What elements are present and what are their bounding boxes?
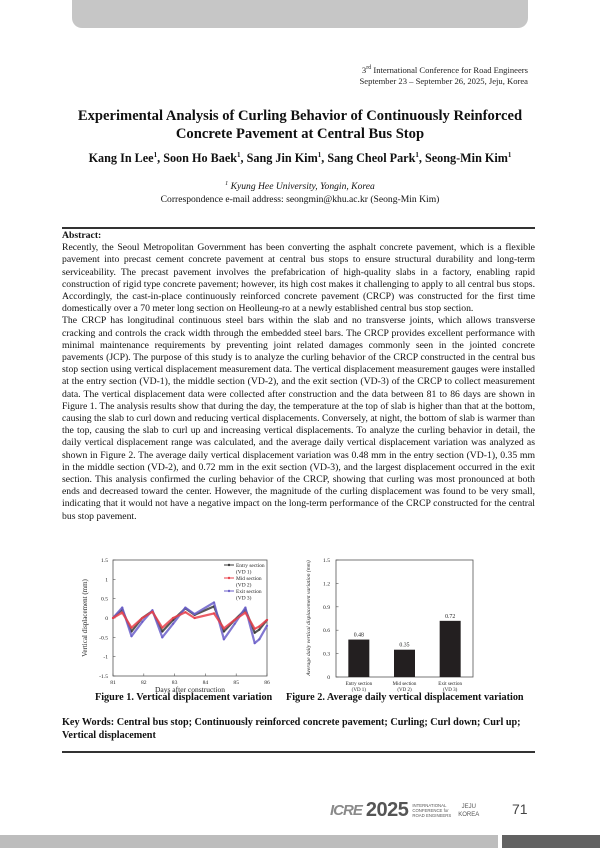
legend-marker bbox=[228, 577, 230, 579]
x-tick-label: 85 bbox=[233, 680, 239, 686]
author-affiliation-mark: 1 bbox=[507, 151, 512, 159]
bar bbox=[348, 640, 369, 677]
y-tick-label: 1.5 bbox=[101, 558, 108, 564]
y-tick-label: 1 bbox=[105, 577, 108, 584]
conference-name: International Conference for Road Engineers bbox=[373, 64, 528, 75]
x-tick-label: (VD 3) bbox=[443, 688, 458, 693]
x-tick-label: 81 bbox=[110, 680, 116, 686]
logo-line: INTERNATIONAL bbox=[412, 803, 447, 808]
x-tick-label: 84 bbox=[202, 680, 209, 686]
conference-dates: September 23 – September 26, 2025, Jeju, Korea bbox=[359, 75, 528, 86]
author-name: Seong-Min Kim bbox=[424, 151, 508, 166]
bar-data-label: 0.48 bbox=[353, 632, 364, 639]
divider-top bbox=[62, 227, 535, 229]
x-tick-label: (VD 2) bbox=[397, 688, 412, 693]
legend-label: Exit section bbox=[236, 589, 262, 595]
conference-ordinal-suffix: rd bbox=[366, 65, 372, 71]
x-tick-label: Exit section bbox=[438, 682, 463, 687]
bar-data-label: 0.35 bbox=[399, 642, 410, 649]
legend-label: Mid section bbox=[236, 576, 262, 582]
author-name: Sang Jin Kim bbox=[246, 151, 318, 166]
x-tick-label: Entry section bbox=[345, 682, 373, 687]
data-point bbox=[254, 632, 256, 634]
data-point bbox=[258, 638, 260, 640]
x-tick-label: Mid section bbox=[392, 682, 417, 687]
y-tick-label: -1.5 bbox=[99, 674, 108, 680]
y-tick-label: 0.6 bbox=[323, 628, 330, 635]
legend-label: (VD 2) bbox=[236, 582, 252, 589]
data-point bbox=[121, 611, 123, 613]
author-list bbox=[60, 151, 540, 166]
keywords-label: Key Words: bbox=[62, 717, 115, 728]
author bbox=[163, 151, 246, 165]
author-separator: , bbox=[157, 151, 164, 166]
footer-bar-light bbox=[0, 835, 498, 848]
y-tick-label: -1 bbox=[103, 654, 108, 661]
legend-label: (VD 1) bbox=[236, 569, 252, 576]
data-point bbox=[151, 611, 153, 613]
legend-marker bbox=[228, 564, 230, 566]
logo-line: ROAD ENGINEERS bbox=[412, 813, 452, 818]
data-point bbox=[112, 617, 114, 619]
abstract-paragraph-2: The CRCP has longitudinal continuous steel bars within the slab and no transverse joints, which allows transverse cracking and controls the crack width through the embedded steel bars. The CRCP provides excellent performance with minimal maintenance requirements by preventing joint related damages commonly seen in the jointed concrete pavements (JCP). The purpose of this study is to analyze the curling behavior of the CRCP constructed in the central bus stop section using vertical displacement measurement data. The vertical displacement measurement gauges were installed at the entry section (VD-1), the middle section (VD-2), and the exit section (VD-3) of the CRCP to collect measurement data. The vertical displacement data were collected after construction and the data between 81 to 86 days are shown in Figure 1. The analysis results show that during the day, the temperature at the top of slab is higher than that at the bottom, causing the slab to curl down and reducing vertical displacements. Conversely, at night, the bottom of slab is warmer than the top, causing the slab to curl up and increasing vertical displacements. To analyze the curling behavior in detail, the daily vertical displacement range was calculated, and the average daily vertical displacement variation was analyzed as shown in Figure 2. The average daily vertical displacement variation was 0.48 mm in the entry section (VD-1), 0.35 mm in the middle section (VD-2), and 0.72 mm in the exit section (VD-3), and the largest displacement occurred in the exit section. This analysis confirmed the curling behavior of the CRCP, showing that curling was most pronounced at both ends and decreased toward the center. However, the magnitude of the curling displacement was found to be very small, indicating that it would not have a negative impact on the long-term performance of the CRCP constructed for the central bus stop pavement. bbox=[62, 315, 535, 522]
bar bbox=[440, 621, 461, 677]
legend-marker bbox=[228, 590, 230, 592]
data-point bbox=[258, 629, 260, 631]
abstract-paragraph-1: Recently, the Seoul Metropolitan Government has been converting the asphalt concrete pavement, which is a flexible pavement into precast cement concrete pavement at central bus stops to ensure structural durability and long-term serviceability. The precast pavement involves the prefabrication of high-quality slabs in a factory, enabling rapid construction of rigid type concrete pavement; however, its high cost makes it challenging to apply to all central bus stops. Accordingly, the cast-in-place continuously reinforced concrete pavement (CRCP) was constructed for the first time domestically over a 70 meter long section on Heolleung-ro at a newly established central bus stop section. bbox=[62, 242, 535, 315]
y-tick-label: 0.5 bbox=[101, 596, 108, 603]
data-point bbox=[223, 627, 225, 629]
data-point bbox=[244, 611, 246, 613]
data-point bbox=[141, 621, 143, 623]
data-point bbox=[266, 625, 268, 627]
figure-2-caption: Figure 2. Average daily vertical displacement variation bbox=[286, 692, 524, 703]
keywords-text: Central bus stop; Continuously reinforced concrete pavement; Curling; Curl down; Curl up; Vertical displacement bbox=[62, 717, 521, 741]
y-tick-label: 0 bbox=[105, 616, 108, 622]
data-point bbox=[194, 613, 196, 615]
x-tick-label: 86 bbox=[264, 680, 270, 686]
conference-logo bbox=[330, 799, 479, 822]
data-point bbox=[213, 612, 215, 614]
logo-conference-text bbox=[412, 803, 451, 818]
y-tick-label: -0.5 bbox=[99, 635, 108, 642]
y-tick-label: 1.2 bbox=[323, 581, 330, 588]
title-line-1: Experimental Analysis of Curling Behavior of Continuously Reinforced bbox=[77, 108, 523, 124]
divider-bottom bbox=[62, 751, 535, 753]
author bbox=[327, 151, 425, 165]
correspondence: Correspondence e-mail address: seongmin@khu.ac.kr (Seong-Min Kim) bbox=[160, 194, 440, 206]
keywords bbox=[62, 716, 535, 742]
data-point bbox=[161, 627, 163, 629]
data-point bbox=[234, 623, 236, 625]
data-point bbox=[121, 606, 123, 608]
data-point bbox=[258, 625, 260, 627]
data-point bbox=[130, 635, 132, 637]
data-point bbox=[141, 617, 143, 619]
logo-place-line: KOREA bbox=[458, 811, 480, 818]
data-point bbox=[254, 628, 256, 630]
y-axis-label: Vertical displacement (mm) bbox=[81, 579, 89, 657]
header-banner bbox=[72, 0, 528, 28]
data-point bbox=[184, 606, 186, 608]
data-point bbox=[223, 638, 225, 640]
data-point bbox=[194, 617, 196, 619]
data-point bbox=[234, 619, 236, 621]
figure-1-caption: Figure 1. Vertical displacement variation bbox=[95, 692, 273, 703]
data-point bbox=[172, 617, 174, 619]
author bbox=[89, 151, 164, 165]
author-affiliation-mark: 1 bbox=[237, 151, 241, 159]
logo-place bbox=[458, 803, 479, 819]
author-name: Soon Ho Baek bbox=[163, 151, 238, 166]
x-tick-label: 82 bbox=[141, 680, 147, 686]
y-tick-label: 0.9 bbox=[323, 604, 330, 611]
author-name: Sang Cheol Park bbox=[327, 151, 416, 166]
author bbox=[247, 151, 328, 165]
data-point bbox=[213, 601, 215, 603]
data-point bbox=[184, 611, 186, 613]
author-name: Kang In Lee bbox=[88, 151, 154, 166]
y-tick-label: 0 bbox=[327, 675, 330, 681]
data-point bbox=[254, 642, 256, 644]
page-number: 71 bbox=[512, 801, 528, 817]
data-point bbox=[172, 623, 174, 625]
bar bbox=[394, 650, 415, 677]
affiliation-mark: 1 bbox=[225, 181, 229, 187]
y-axis-label: Average daily vertical displacement variation (mm) bbox=[306, 560, 312, 676]
footer-bar-dark bbox=[502, 835, 600, 848]
author-separator: , bbox=[418, 151, 425, 166]
x-tick-label: 83 bbox=[171, 680, 178, 686]
author-affiliation-mark: 1 bbox=[415, 151, 419, 159]
affiliation-block bbox=[60, 178, 540, 206]
y-tick-label: 0.3 bbox=[323, 651, 330, 658]
author-separator: , bbox=[321, 151, 328, 166]
bar-data-label: 0.72 bbox=[445, 613, 456, 620]
author-affiliation-mark: 1 bbox=[317, 151, 322, 159]
legend-label: Entry section bbox=[236, 563, 265, 569]
author bbox=[425, 151, 511, 165]
logo-mark: ICRE bbox=[330, 802, 362, 819]
x-axis-label: Days after construction bbox=[155, 685, 225, 694]
author-separator: , bbox=[240, 151, 247, 166]
abstract bbox=[62, 230, 535, 523]
x-tick-label: (VD 1) bbox=[351, 688, 366, 693]
abstract-heading: Abstract: bbox=[62, 230, 102, 241]
author-affiliation-mark: 1 bbox=[153, 151, 158, 159]
conference-ordinal: 3 bbox=[361, 64, 367, 75]
data-point bbox=[244, 606, 246, 608]
conference-header bbox=[360, 63, 529, 87]
bar-chart bbox=[300, 548, 510, 696]
y-tick-label: 1.5 bbox=[323, 558, 330, 564]
logo-line: CONFERENCE for bbox=[412, 808, 449, 813]
legend-label: (VD 3) bbox=[236, 595, 252, 602]
logo-year: 2025 bbox=[365, 799, 409, 821]
line-chart bbox=[78, 548, 288, 696]
data-point bbox=[130, 627, 132, 629]
data-point bbox=[161, 636, 163, 638]
affiliation: Kyung Hee University, Yongin, Korea bbox=[230, 181, 375, 193]
logo-place-line: JEJU bbox=[461, 803, 476, 810]
paper-title bbox=[60, 107, 540, 143]
title-line-2: Concrete Pavement at Central Bus Stop bbox=[175, 126, 425, 142]
data-point bbox=[266, 619, 268, 621]
